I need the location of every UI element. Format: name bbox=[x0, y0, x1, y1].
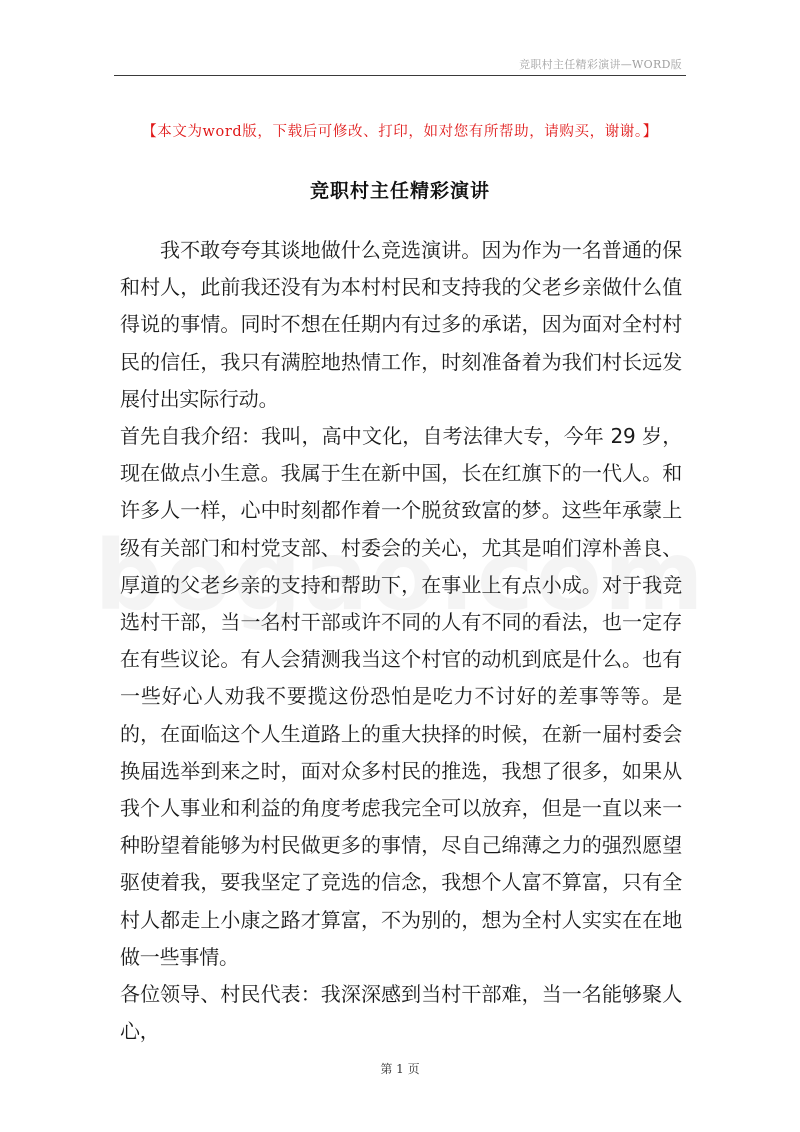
document-title: 竞职村主任精彩演讲 bbox=[309, 180, 490, 202]
paragraph: 我不敢夸夸其谈地做什么竞选演讲。因为作为一名普通的保和村人，此前我还没有为本村村民和支持我的父老乡亲做什么值得说的事情。同时不想在任期内有过多的承诺，因为面对全村村民的信任，我只有满腔地热情工作，时刻准备着为我们村长远发展付出实际行动。 bbox=[120, 238, 682, 411]
paragraph: 各位领导、村民代表：我深深感到当村干部难，当一名能够聚人心， bbox=[120, 982, 682, 1044]
running-header-title: 竞职村主任精彩演讲—WORD版 bbox=[519, 58, 682, 71]
document-body bbox=[120, 232, 682, 1050]
page-header bbox=[0, 0, 800, 78]
purchase-notice: 【本文为word版，下载后可修改、打印，如对您有所帮助，请购买，谢谢。】 bbox=[142, 124, 658, 140]
header-divider bbox=[114, 75, 686, 76]
page-number: 第 1 页 bbox=[380, 1062, 420, 1076]
paragraph: 首先自我介绍：我叫，高中文化，自考法律大专，今年 29 岁，现在做点小生意。我属于生在新中国，长在红旗下的一代人。和许多人一样，心中时刻都作着一个脱贫致富的梦。这些年承蒙上级有关部门和村党支部、村委会的关心，尤其是咱们淳朴善良、厚道的父老乡亲的支持和帮助下，在事业上有点小成。对于我竞选村干部，当一名村干部或许不同的人有不同的看法，也一定存在有些议论。有人会猜测我当这个村官的动机到底是什么。也有一些好心人劝我不要揽这份恐怕是吃力不讨好的差事等等。是的，在面临这个人生道路上的重大抉择的时候，在新一届村委会换届选举到来之时，面对众多村民的推选，我想了很多，如果从我个人事业和利益的角度考虑我完全可以放弃，但是一直以来一种盼望着能够为村民做更多的事情，尽自己绵薄之力的强烈愿望驱使着我，要我坚定了竞选的信念，我想个人富不算富，只有全村人都走上小康之路才算富，不为别的，想为全村人实实在在地做一些事情。 bbox=[120, 424, 682, 969]
